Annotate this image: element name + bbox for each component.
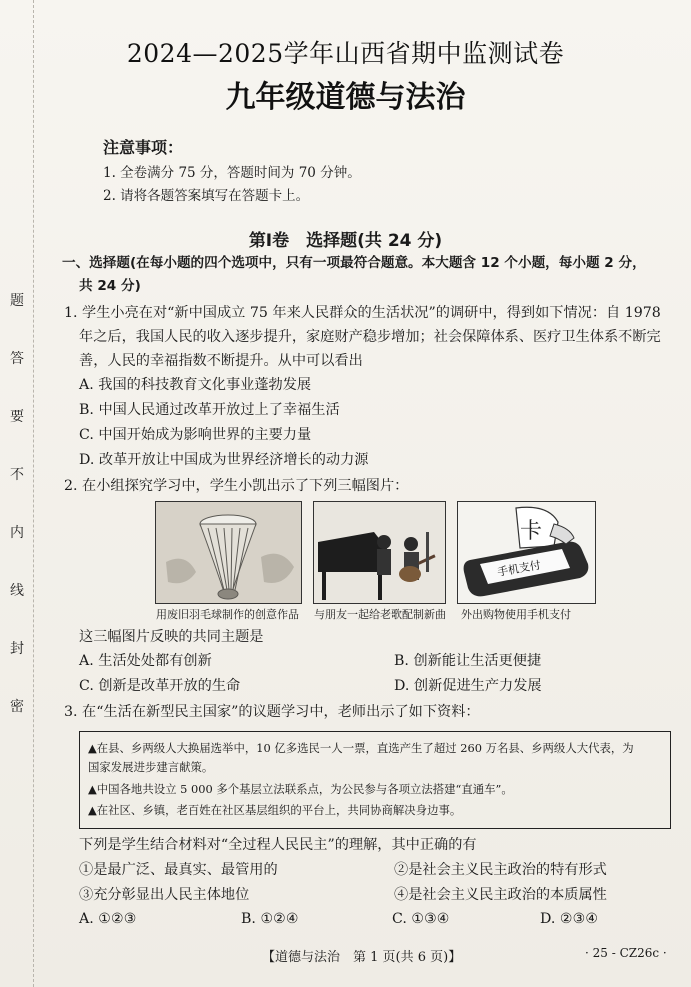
binding-char: 内 — [10, 525, 24, 541]
binding-char: 要 — [10, 409, 24, 425]
image-caption: 外出购物使用手机支付 — [461, 608, 571, 621]
binding-char: 封 — [10, 641, 24, 657]
q3-statement: ②是社会主义民主政治的特有形式 — [394, 862, 607, 878]
binding-char: 线 — [10, 583, 24, 599]
binding-char: 不 — [10, 467, 24, 483]
page-number-label: 【道德与法治 第 1 页(共 6 页)】 — [262, 950, 462, 965]
material-line: ▲在县、乡两级人大换届选举中，10 亿多选民一人一票，直选产生了超过 260 万名县、乡两级人大代表，为 — [88, 741, 634, 755]
q3-option-c: C. ①③④ — [392, 911, 450, 927]
q2-option-d: D. 创新促进生产力发展 — [394, 678, 542, 694]
mobile-payment-illustration — [457, 501, 596, 604]
q1-option-d: D. 改革开放让中国成为世界经济增长的动力源 — [79, 452, 369, 468]
q1-option-b: B. 中国人民通过改革开放过上了幸福生活 — [79, 402, 340, 418]
notice-item: 2. 请将各题答案填写在答题卡上。 — [103, 188, 310, 204]
q3-statement: ①是最广泛、最真实、最管用的 — [79, 862, 278, 878]
section-instruction: 一、选择题(在每小题的四个选项中，只有一项最符合题意。本大题含 12 个小题，每小题 2 分， — [62, 255, 646, 271]
piano-guitar-photo — [313, 501, 446, 604]
q2-question: 这三幅图片反映的共同主题是 — [79, 629, 264, 645]
material-line: 国家发展进步建言献策。 — [88, 760, 214, 774]
binding-char: 题 — [10, 293, 24, 309]
q2-option-a: A. 生活处处都有创新 — [79, 653, 212, 669]
q3-stem: 3. 在“生活在新型民主国家”的议题学习中，老师出示了如下资料： — [64, 704, 480, 720]
q3-question: 下列是学生结合材料对“全过程人民民主”的理解，其中正确的有 — [79, 837, 477, 853]
q1-option-a: A. 我国的科技教育文化事业蓬勃发展 — [79, 377, 312, 393]
q3-statement: ④是社会主义民主政治的本质属性 — [394, 887, 607, 903]
exam-title: 2024—2025学年山西省期中监测试卷 — [126, 39, 565, 68]
shuttlecock-artwork-photo — [155, 501, 302, 604]
q2-option-c: C. 创新是改革开放的生命 — [79, 678, 241, 694]
q2-option-b: B. 创新能让生活更便捷 — [394, 653, 542, 669]
phone-payment-icon — [458, 502, 595, 603]
image-caption: 用废旧羽毛球制作的创意作品 — [156, 608, 299, 621]
notice-item: 1. 全卷满分 75 分，答题时间为 70 分钟。 — [103, 165, 361, 181]
q3-material-box — [79, 731, 671, 829]
exam-subject-title: 九年级道德与法治 — [225, 80, 466, 115]
q3-option-a: A. ①②③ — [79, 911, 137, 927]
section-instruction: 共 24 分) — [79, 278, 141, 294]
binding-margin-text — [6, 290, 28, 716]
q1-stem-line: 善，人民的幸福指数不断提升。从中可以看出 — [79, 353, 363, 369]
q1-option-c: C. 中国开始成为影响世界的主要力量 — [79, 427, 312, 443]
section-heading: 第Ⅰ卷 选择题(共 24 分) — [248, 231, 443, 251]
q3-option-b: B. ①②④ — [241, 911, 299, 927]
musicians-icon — [314, 502, 445, 603]
material-line: ▲在社区、乡镇，老百姓在社区基层组织的平台上，共同协商解决身边事。 — [88, 803, 462, 817]
binding-dashed-line — [33, 0, 34, 987]
binding-char: 密 — [10, 699, 24, 715]
exam-code: · 25 - CZ26c · — [585, 946, 667, 960]
receipt-mark: 卡 — [520, 519, 543, 544]
q3-statement: ③充分彰显出人民主体地位 — [79, 887, 250, 903]
material-line: ▲中国各地共设立 5 000 多个基层立法联系点，为公民参与各项立法搭建“直通车”。 — [88, 782, 513, 796]
notice-heading: 注意事项： — [103, 138, 184, 157]
binding-char: 答 — [10, 351, 24, 367]
q3-option-d: D. ②③④ — [540, 911, 599, 927]
q2-stem: 2. 在小组探究学习中，学生小凯出示了下列三幅图片： — [64, 478, 409, 494]
image-caption: 与朋友一起给老歌配制新曲 — [314, 608, 446, 621]
q1-stem-line: 年之后，我国人民的收入逐步提升，家庭财产稳步增加；社会保障体系、医疗卫生体系不断完 — [79, 329, 661, 345]
q1-stem-line: 1. 学生小亮在对“新中国成立 75 年来人民群众的生活状况”的调研中，得到如下情况：自 1978 — [64, 305, 661, 321]
shuttlecock-sculpture-icon — [156, 502, 301, 603]
phone-screen-label: 手机支付 — [496, 558, 542, 579]
